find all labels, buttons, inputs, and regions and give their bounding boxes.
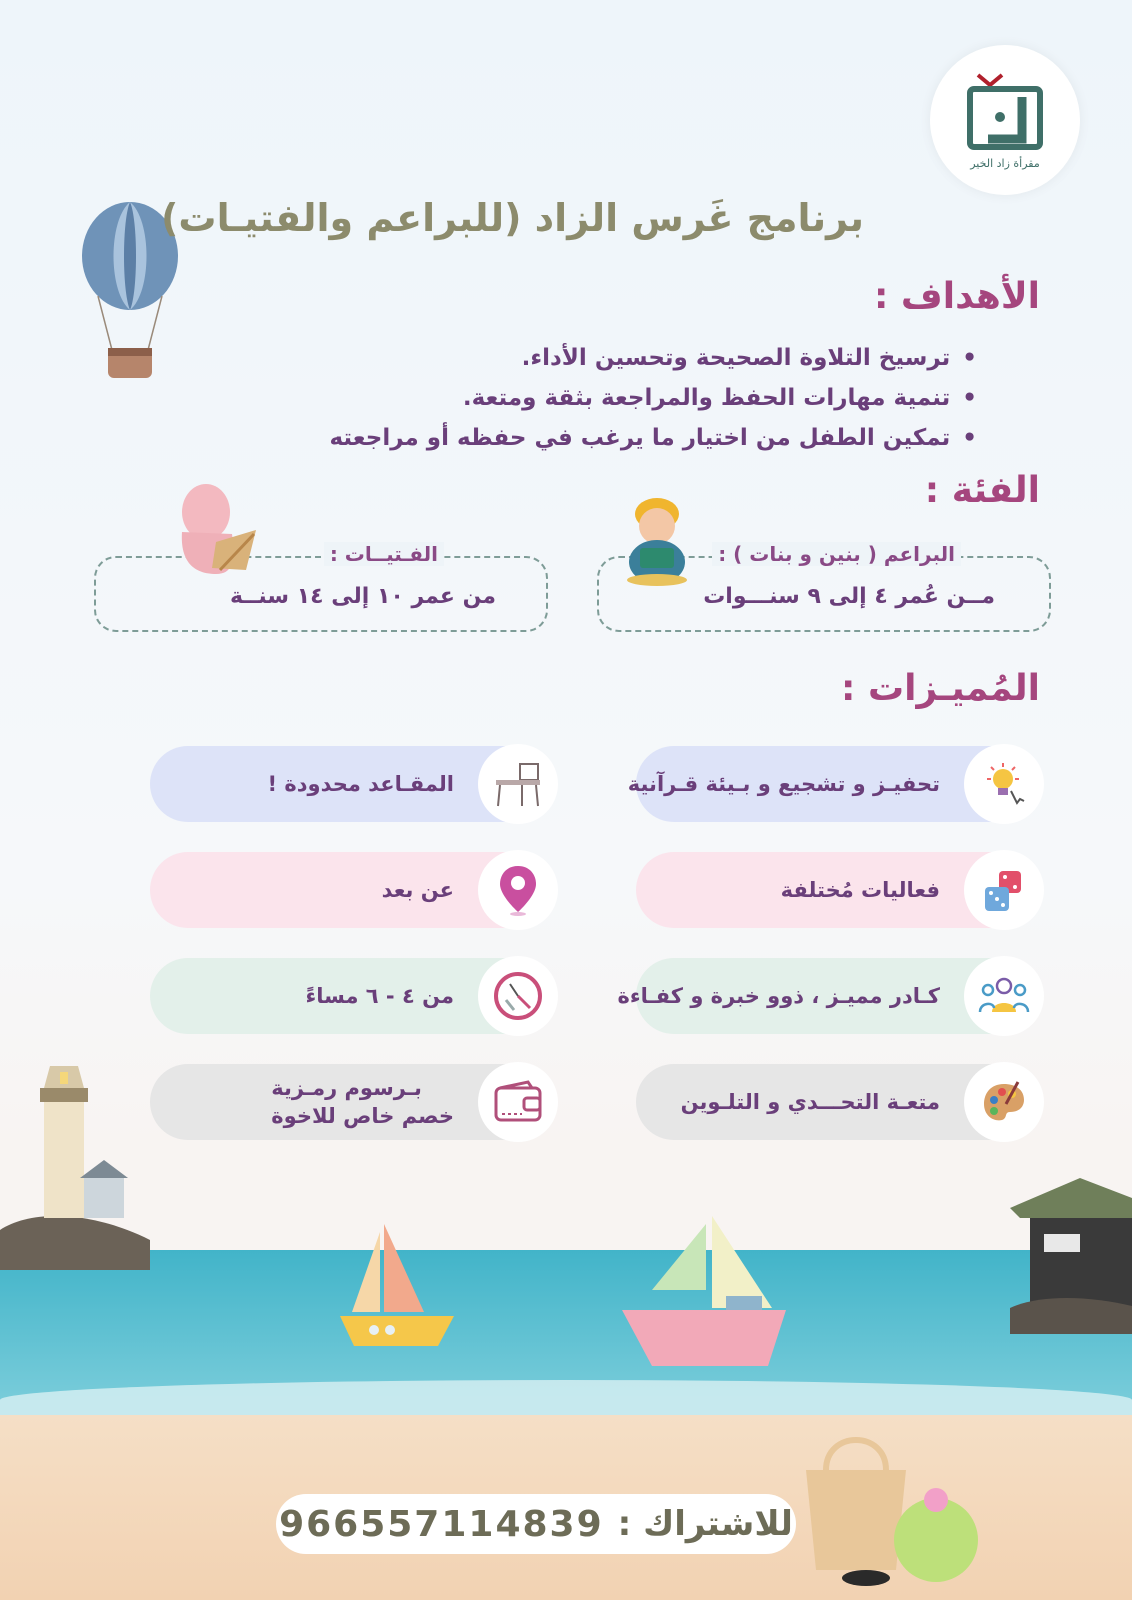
feature-coloring [636,1064,1036,1140]
lighthouse-icon [0,1060,160,1270]
beach-bags-icon [796,1420,996,1590]
category-buds-value: مــن عُمر ٤ إلى ٩ سنـــوات [703,584,995,609]
feature-motivation [627,746,1036,822]
feature-activities [636,852,1036,928]
logo [930,45,1080,195]
feature-text: فعاليات مُختلفة [780,878,940,902]
feature-staff [617,958,1036,1034]
list-item: • تمكين الطفل من اختيار ما يرغب في حفظه أو مراجعته [329,418,977,458]
clock-icon [492,970,544,1022]
wallet-icon [492,1080,544,1124]
feature-text: عن بعد [381,878,454,902]
location-pin-icon [498,864,538,916]
feature-text: المقـاعد محدودة ! [267,772,454,796]
boy-reading-icon [620,492,694,586]
palette-icon [980,1078,1028,1126]
feature-text-line1: بـرسوم رمـزية [271,1076,422,1100]
category-girls-value: من عمر ١٠ إلى ١٤ سنــة [230,584,496,609]
features-heading: المُميـزات : [841,668,1040,709]
contact-phone-number[interactable]: 966557114839 [279,1503,604,1545]
category-heading: الفئة : [924,470,1040,511]
logo-caption: مقرأة زاد الخير [970,157,1040,170]
page-title: برنامج غَرس الزاد (للبراعم والفتيـات) [161,196,864,240]
dice-icon [981,867,1027,913]
feature-fees [150,1064,550,1140]
feature-limited-seats [150,746,550,822]
desk-icon [492,758,544,810]
goals-heading: الأهداف : [874,276,1040,317]
logo-mark-icon [930,45,1080,195]
contact-label: للاشتراك : [617,1504,793,1544]
goals-list [329,338,977,458]
pink-sailboat-icon [622,1210,794,1372]
feature-time [150,958,550,1034]
sea-foam [0,1380,1132,1420]
feature-text: من ٤ - ٦ مساءً [305,984,454,1008]
feature-text: كـادر مميـز ، ذوو خبرة و كفـاءة [617,984,940,1008]
feature-remote [150,852,550,928]
feature-text: متعـة التحـــدي و التلـوين [680,1090,940,1114]
yellow-sailboat-icon [334,1220,460,1352]
beach-house-icon [1010,1178,1132,1334]
lightbulb-icon [981,761,1027,807]
category-girls-label: الفـتيــات : [324,542,444,566]
list-item: • تنمية مهارات الحفظ والمراجعة بثقة ومتعة. [329,378,977,418]
category-girls-box [94,542,548,632]
feature-text: تحفيـز و تشجيع و بـيئة قـرآنية [627,772,940,796]
girl-reading-icon [176,482,262,576]
category-buds-label: البراعم ( بنين و بنات ) : [712,542,961,566]
feature-text-line2: خصم خاص للاخوة [271,1104,454,1128]
contact-bar [276,1494,796,1554]
team-icon [978,976,1030,1016]
list-item: • ترسيخ التلاوة الصحيحة وتحسين الأداء. [329,338,977,378]
